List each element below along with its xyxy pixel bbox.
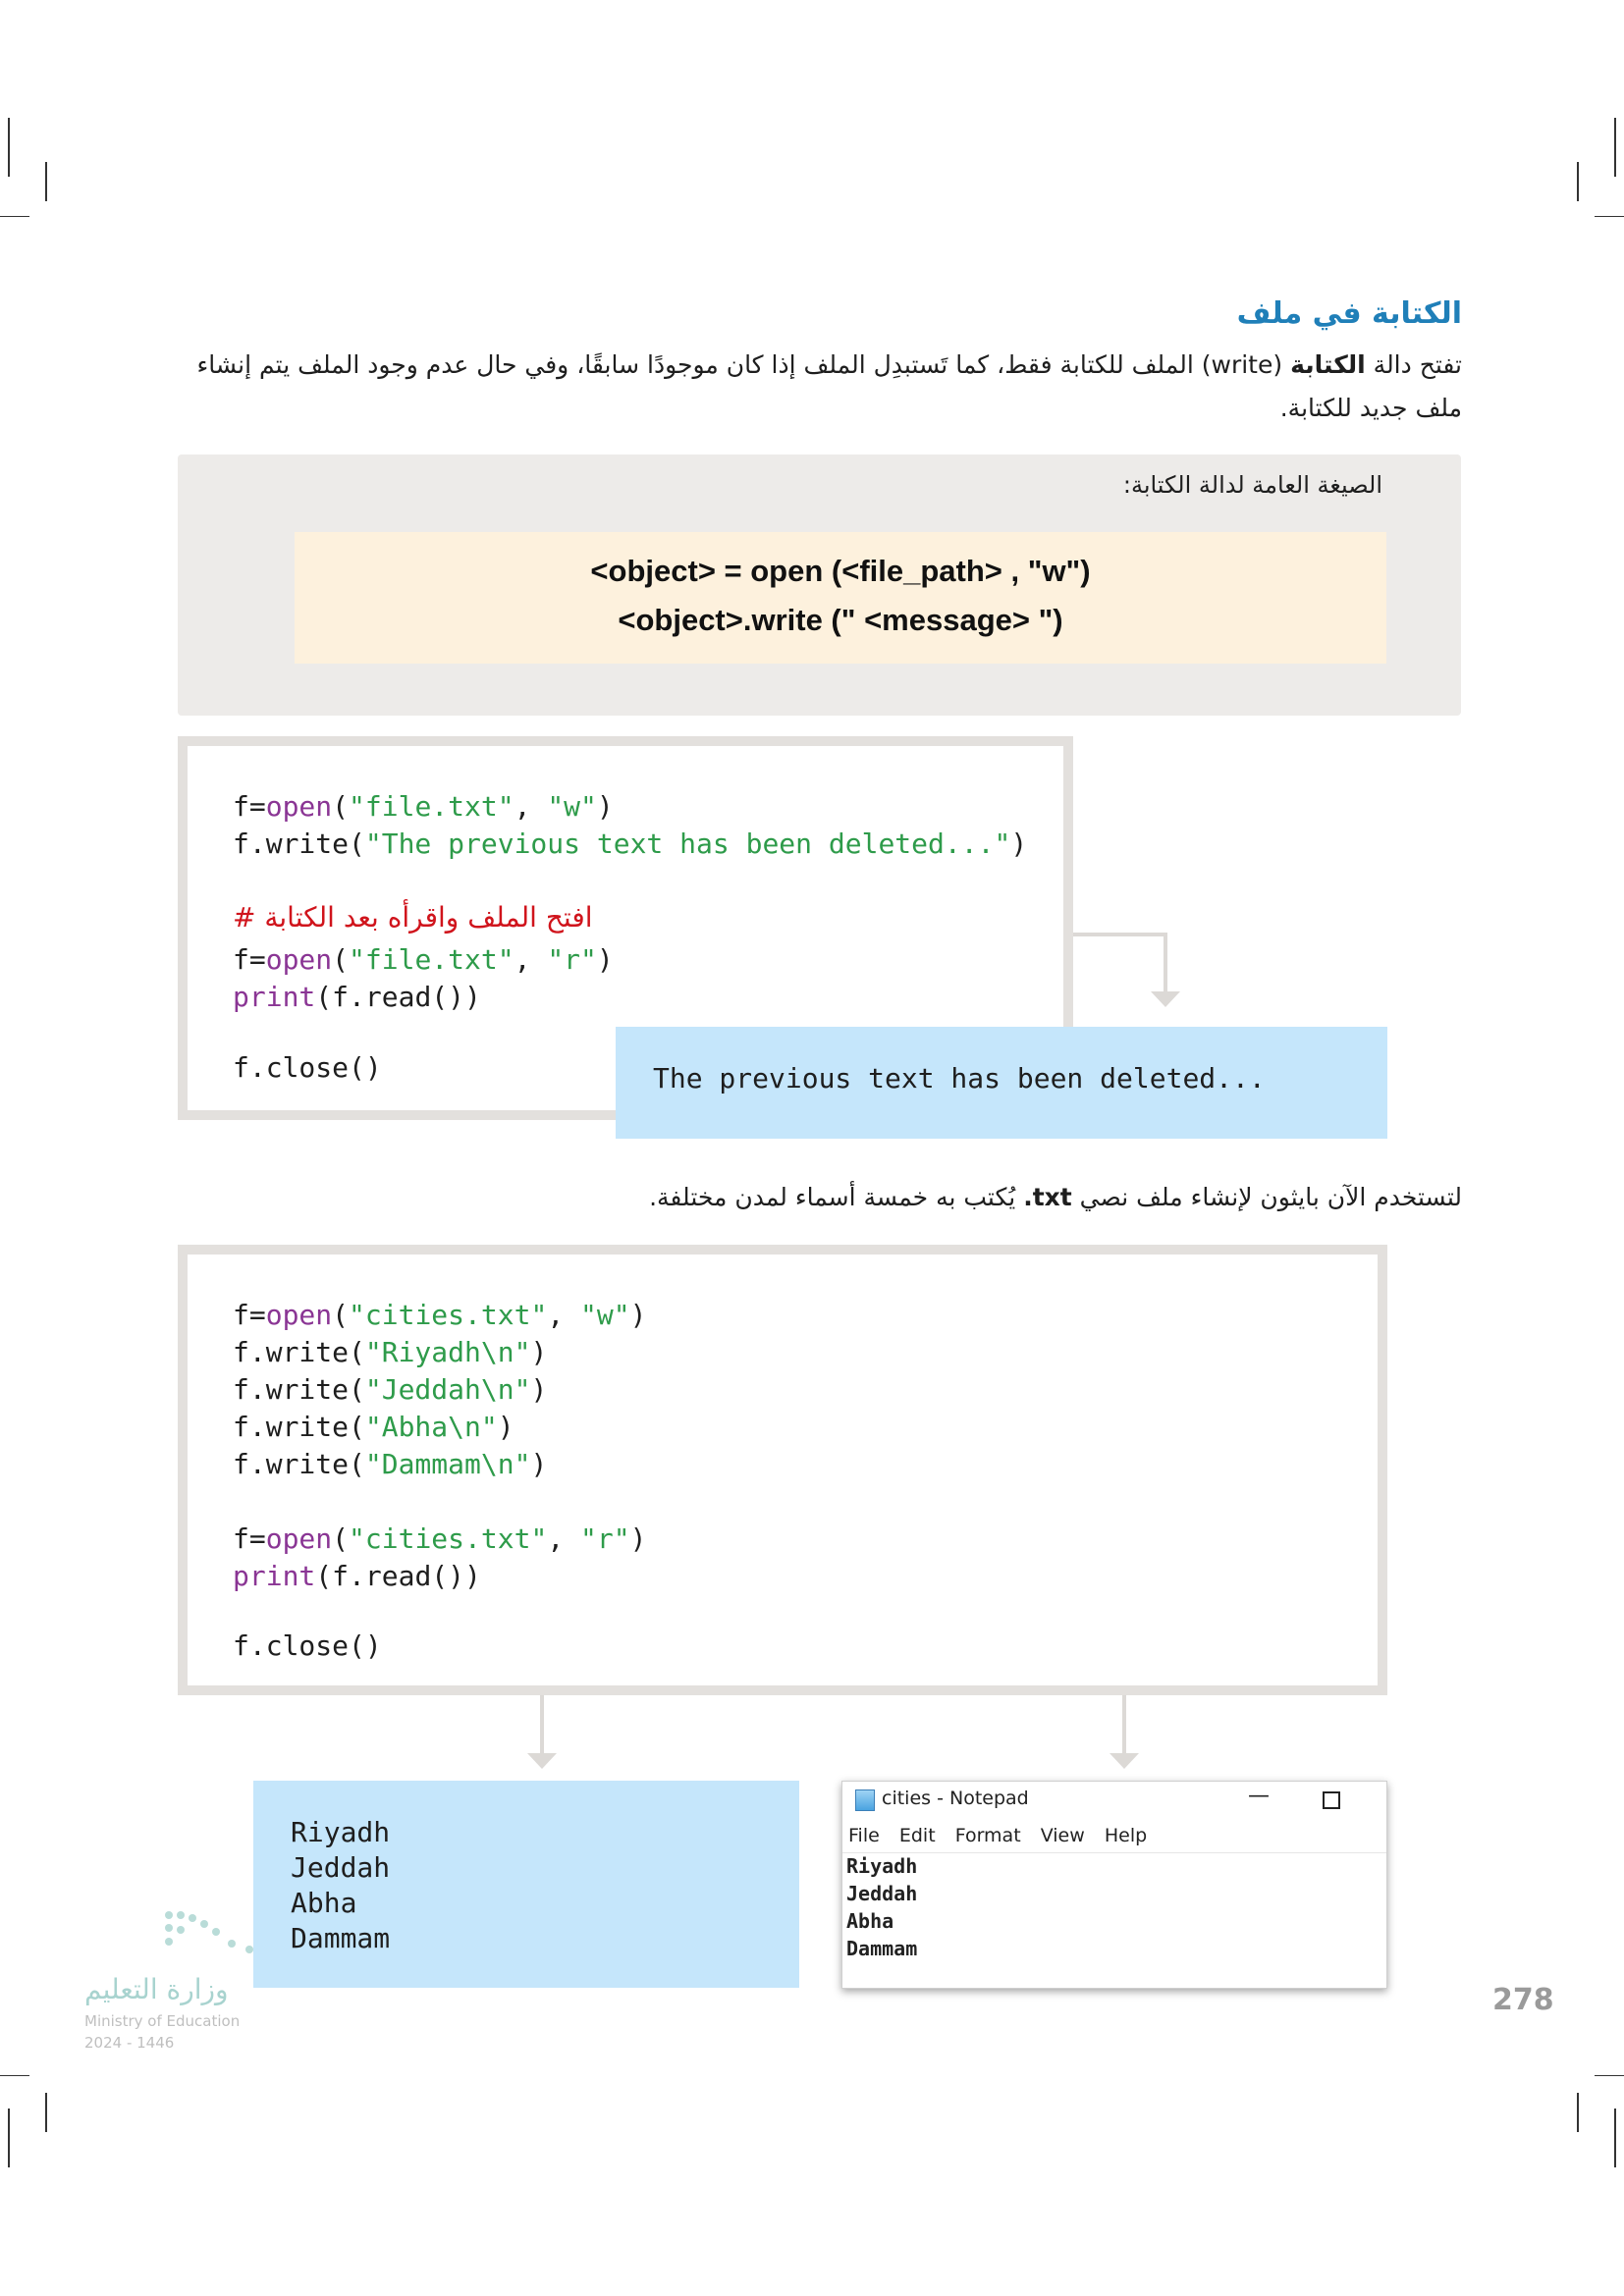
section-heading: الكتابة في ملف — [1236, 296, 1462, 331]
logo-dot — [165, 1911, 173, 1919]
crop-mark — [1595, 216, 1624, 217]
syntax-line-open: <object> = open (<file_path> , "w") — [590, 554, 1091, 588]
instruction-bold: txt. — [1023, 1183, 1072, 1211]
menu-bar — [848, 1825, 1161, 1846]
notepad-text-line[interactable]: Riyadh — [846, 1854, 918, 1878]
arrow-down-icon — [1110, 1753, 1139, 1769]
logo-dot — [165, 1938, 173, 1946]
crop-mark — [8, 2109, 10, 2167]
instruction-text-2: يُكتب به خمسة أسماء لمدن مختلفة. — [649, 1183, 1024, 1211]
code-line: f.write("Jeddah\n") — [233, 1373, 548, 1406]
output-line: Jeddah — [291, 1851, 391, 1884]
crop-mark — [0, 216, 29, 217]
notepad-text-line[interactable]: Jeddah — [846, 1882, 918, 1905]
logo-dot — [245, 1946, 253, 1953]
code-line: f.write("Abha\n") — [233, 1411, 514, 1443]
arrow-down-icon — [1151, 991, 1180, 1007]
output-text: The previous text has been deleted... — [653, 1062, 1266, 1095]
ministry-english: Ministry of Education — [84, 2012, 241, 2030]
arrow-down-icon — [527, 1753, 557, 1769]
syntax-label: الصيغة العامة لدالة الكتابة: — [1122, 471, 1382, 499]
code-line: f=open("cities.txt", "r") — [233, 1522, 647, 1555]
syntax-code-box — [295, 532, 1386, 664]
crop-mark — [1577, 2093, 1579, 2132]
output-line: Riyadh — [291, 1816, 391, 1848]
code-line: f=open("file.txt", "r") — [233, 943, 614, 976]
crop-mark — [1614, 2109, 1616, 2167]
maximize-icon[interactable] — [1323, 1791, 1340, 1809]
connector-line — [1073, 933, 1167, 936]
code-line: f=open("file.txt", "w") — [233, 790, 614, 823]
connector-line — [1122, 1695, 1126, 1756]
logo-dot — [212, 1928, 220, 1936]
notepad-text-line[interactable]: Abha — [846, 1909, 894, 1933]
code-line: f.write("Dammam\n") — [233, 1448, 548, 1480]
menu-divider — [842, 1852, 1386, 1853]
page-number: 278 — [1492, 1983, 1554, 2017]
code-line: f=open("cities.txt", "w") — [233, 1299, 647, 1331]
logo-dot — [189, 1914, 196, 1922]
syntax-line-write: <object>.write (" <message> ") — [618, 603, 1063, 637]
crop-mark — [1595, 2075, 1624, 2076]
crop-mark — [1577, 162, 1579, 201]
menu-view[interactable]: View — [1040, 1825, 1085, 1846]
menu-edit[interactable]: Edit — [898, 1825, 936, 1846]
crop-mark — [0, 2075, 29, 2076]
output-box-1 — [616, 1027, 1387, 1139]
logo-dot — [177, 1911, 185, 1919]
code-line: print(f.read()) — [233, 981, 481, 1013]
menu-file[interactable]: File — [848, 1825, 880, 1846]
ministry-year: 2024 - 1446 — [84, 2034, 175, 2052]
code-comment: افتح الملف واقرأه بعد الكتابة # — [233, 901, 593, 934]
notepad-icon — [855, 1789, 875, 1811]
logo-dot — [228, 1940, 236, 1948]
logo-dot — [165, 1924, 173, 1932]
output-line: Abha — [291, 1887, 357, 1919]
notepad-window — [841, 1781, 1387, 1989]
code-line: f.write("The previous text has been deleted...") — [233, 828, 1028, 860]
connector-line — [1164, 933, 1167, 991]
code-line: print(f.read()) — [233, 1560, 481, 1592]
logo-dot — [200, 1920, 208, 1928]
output-line: Dammam — [291, 1922, 391, 1954]
crop-mark — [45, 162, 47, 201]
output-box-2 — [253, 1781, 799, 1988]
connector-line — [540, 1695, 544, 1756]
intro-text-1: تفتح دالة — [1365, 350, 1462, 379]
minimize-icon[interactable]: — — [1248, 1784, 1270, 1808]
code-line: f.write("Riyadh\n") — [233, 1336, 548, 1368]
code-line: f.close() — [233, 1051, 382, 1084]
intro-text-2: (write) الملف للكتابة فقط، كما تَستبدِل الملف إذا كان موجودًا سابقًا، وفي حال عدم وجود الملف يتم إنشاء ملف جديد للكتابة. — [196, 350, 1462, 422]
instruction-text-1: لتستخدم الآن بايثون لإنشاء ملف نصي — [1071, 1183, 1462, 1211]
instruction-text — [649, 1183, 1462, 1211]
logo-dot — [177, 1926, 185, 1934]
menu-format[interactable]: Format — [954, 1825, 1021, 1846]
crop-mark — [45, 2093, 47, 2132]
intro-paragraph — [176, 344, 1462, 430]
menu-help[interactable]: Help — [1104, 1825, 1148, 1846]
window-title: cities - Notepad — [882, 1788, 1029, 1809]
code-line: f.close() — [233, 1629, 382, 1662]
ministry-logo-text: وزارة التعليم — [84, 1973, 229, 2005]
crop-mark — [1614, 118, 1616, 177]
crop-mark — [8, 118, 10, 177]
intro-bold: الكتابة — [1290, 350, 1366, 379]
code-block-2 — [178, 1245, 1387, 1695]
notepad-text-line[interactable]: Dammam — [846, 1937, 918, 1960]
